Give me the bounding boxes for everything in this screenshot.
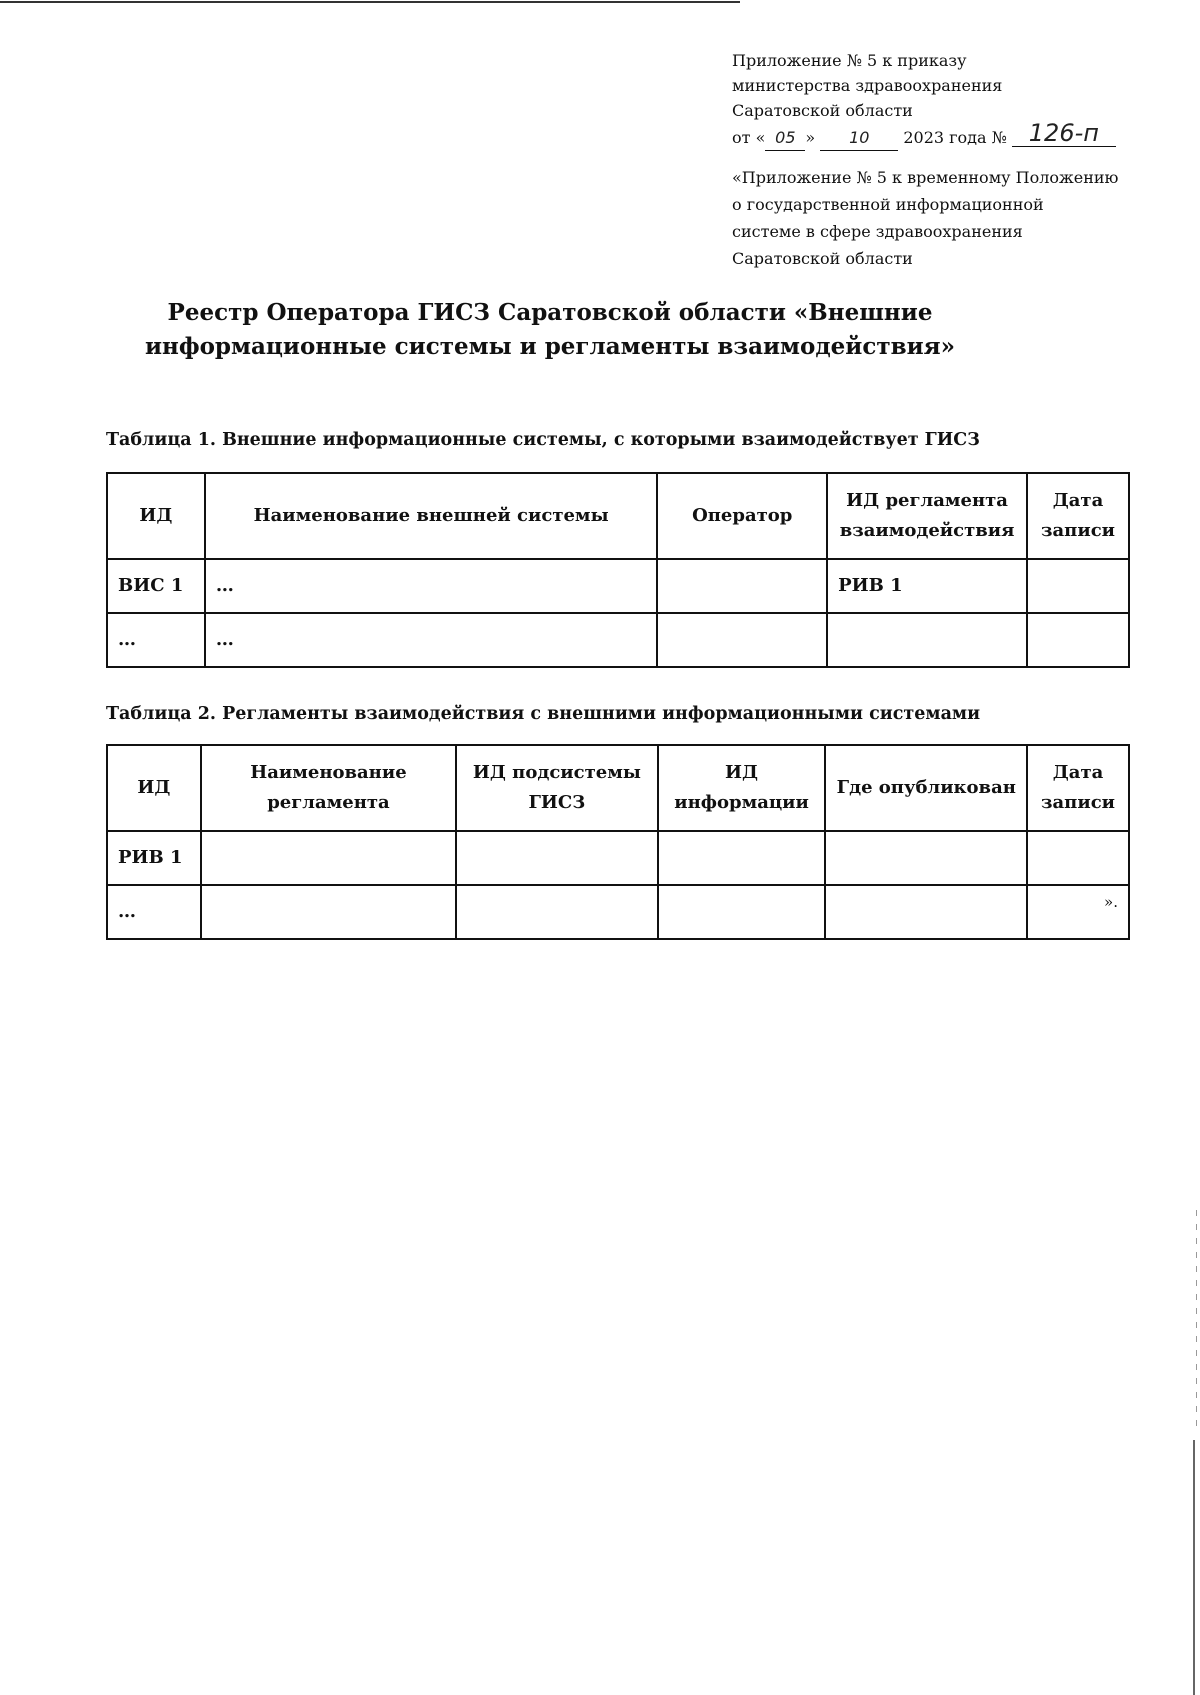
quote-line-3: системе в сфере здравоохранения: [732, 222, 1023, 241]
closing-quote-mark: ».: [1027, 885, 1129, 939]
table-row: [107, 559, 1129, 613]
column-header: ИД: [107, 473, 205, 559]
interaction-regulations-table: [106, 744, 1130, 940]
table-row: [107, 831, 1129, 885]
table-cell: [1027, 831, 1129, 885]
table-cell: [201, 831, 456, 885]
table-cell: [1027, 559, 1129, 613]
table-row: [107, 613, 1129, 667]
column-header: Наименование регламента: [201, 745, 456, 831]
document-title: [110, 296, 990, 364]
column-header: Дата записи: [1027, 745, 1129, 831]
table-cell: РИВ 1: [827, 559, 1027, 613]
appendix-date-line: [732, 119, 1152, 151]
appendix-line-2: министерства здравоохранения: [732, 76, 1003, 95]
table-cell: [657, 613, 827, 667]
table-cell: [825, 885, 1027, 939]
order-number-handwritten: 126-п: [1012, 121, 1116, 147]
table-cell: [657, 559, 827, 613]
column-header: Где опубликован: [825, 745, 1027, 831]
table-cell: …: [107, 613, 205, 667]
date-close: »: [805, 128, 816, 147]
column-header: ИД информации: [658, 745, 826, 831]
quote-line-2: о государственной информационной: [732, 195, 1044, 214]
appendix-line-3: Саратовской области: [732, 101, 913, 120]
date-day-handwritten: 05: [765, 125, 805, 151]
table-cell: [827, 613, 1027, 667]
quote-line-1: «Приложение № 5 к временному Положению: [732, 168, 1119, 187]
table2-caption: Таблица 2. Регламенты взаимодействия с внешними информационными системами: [106, 704, 981, 724]
date-year: 2023 года №: [903, 128, 1007, 147]
table-row: [107, 885, 1129, 939]
table-cell: ВИС 1: [107, 559, 205, 613]
quote-line-4: Саратовской области: [732, 249, 913, 268]
table-cell: [201, 885, 456, 939]
table-cell: …: [205, 559, 658, 613]
title-line-1: Реестр Оператора ГИСЗ Саратовской области «Внешние: [167, 299, 933, 326]
table-header-row: [107, 745, 1129, 831]
table-cell: [658, 885, 826, 939]
title-line-2: информационные системы и регламенты взаимодействия»: [144, 333, 956, 360]
table-cell: [456, 831, 658, 885]
table-cell: [456, 885, 658, 939]
right-scan-edge: [1193, 1440, 1195, 1695]
date-month-handwritten: 10: [820, 125, 898, 151]
top-scan-rule: [0, 1, 740, 3]
table1-caption: Таблица 1. Внешние информационные системы, с которыми взаимодействует ГИСЗ: [106, 430, 980, 450]
right-scan-dashes: [1196, 1210, 1197, 1430]
table-cell: [658, 831, 826, 885]
external-systems-table: [106, 472, 1130, 668]
column-header: Дата записи: [1027, 473, 1129, 559]
appendix-stamp: [732, 48, 1152, 151]
amendment-reference: [732, 164, 1172, 272]
column-header: ИД подсистемы ГИСЗ: [456, 745, 658, 831]
column-header: Оператор: [657, 473, 827, 559]
table-cell: РИВ 1: [107, 831, 201, 885]
table-cell: [825, 831, 1027, 885]
appendix-line-1: Приложение № 5 к приказу: [732, 51, 967, 70]
table-cell: …: [205, 613, 658, 667]
table-cell: …: [107, 885, 201, 939]
date-prefix: от «: [732, 128, 766, 147]
table-cell: [1027, 613, 1129, 667]
column-header: ИД регламента взаимодействия: [827, 473, 1027, 559]
column-header: Наименование внешней системы: [205, 473, 658, 559]
table-header-row: [107, 473, 1129, 559]
column-header: ИД: [107, 745, 201, 831]
